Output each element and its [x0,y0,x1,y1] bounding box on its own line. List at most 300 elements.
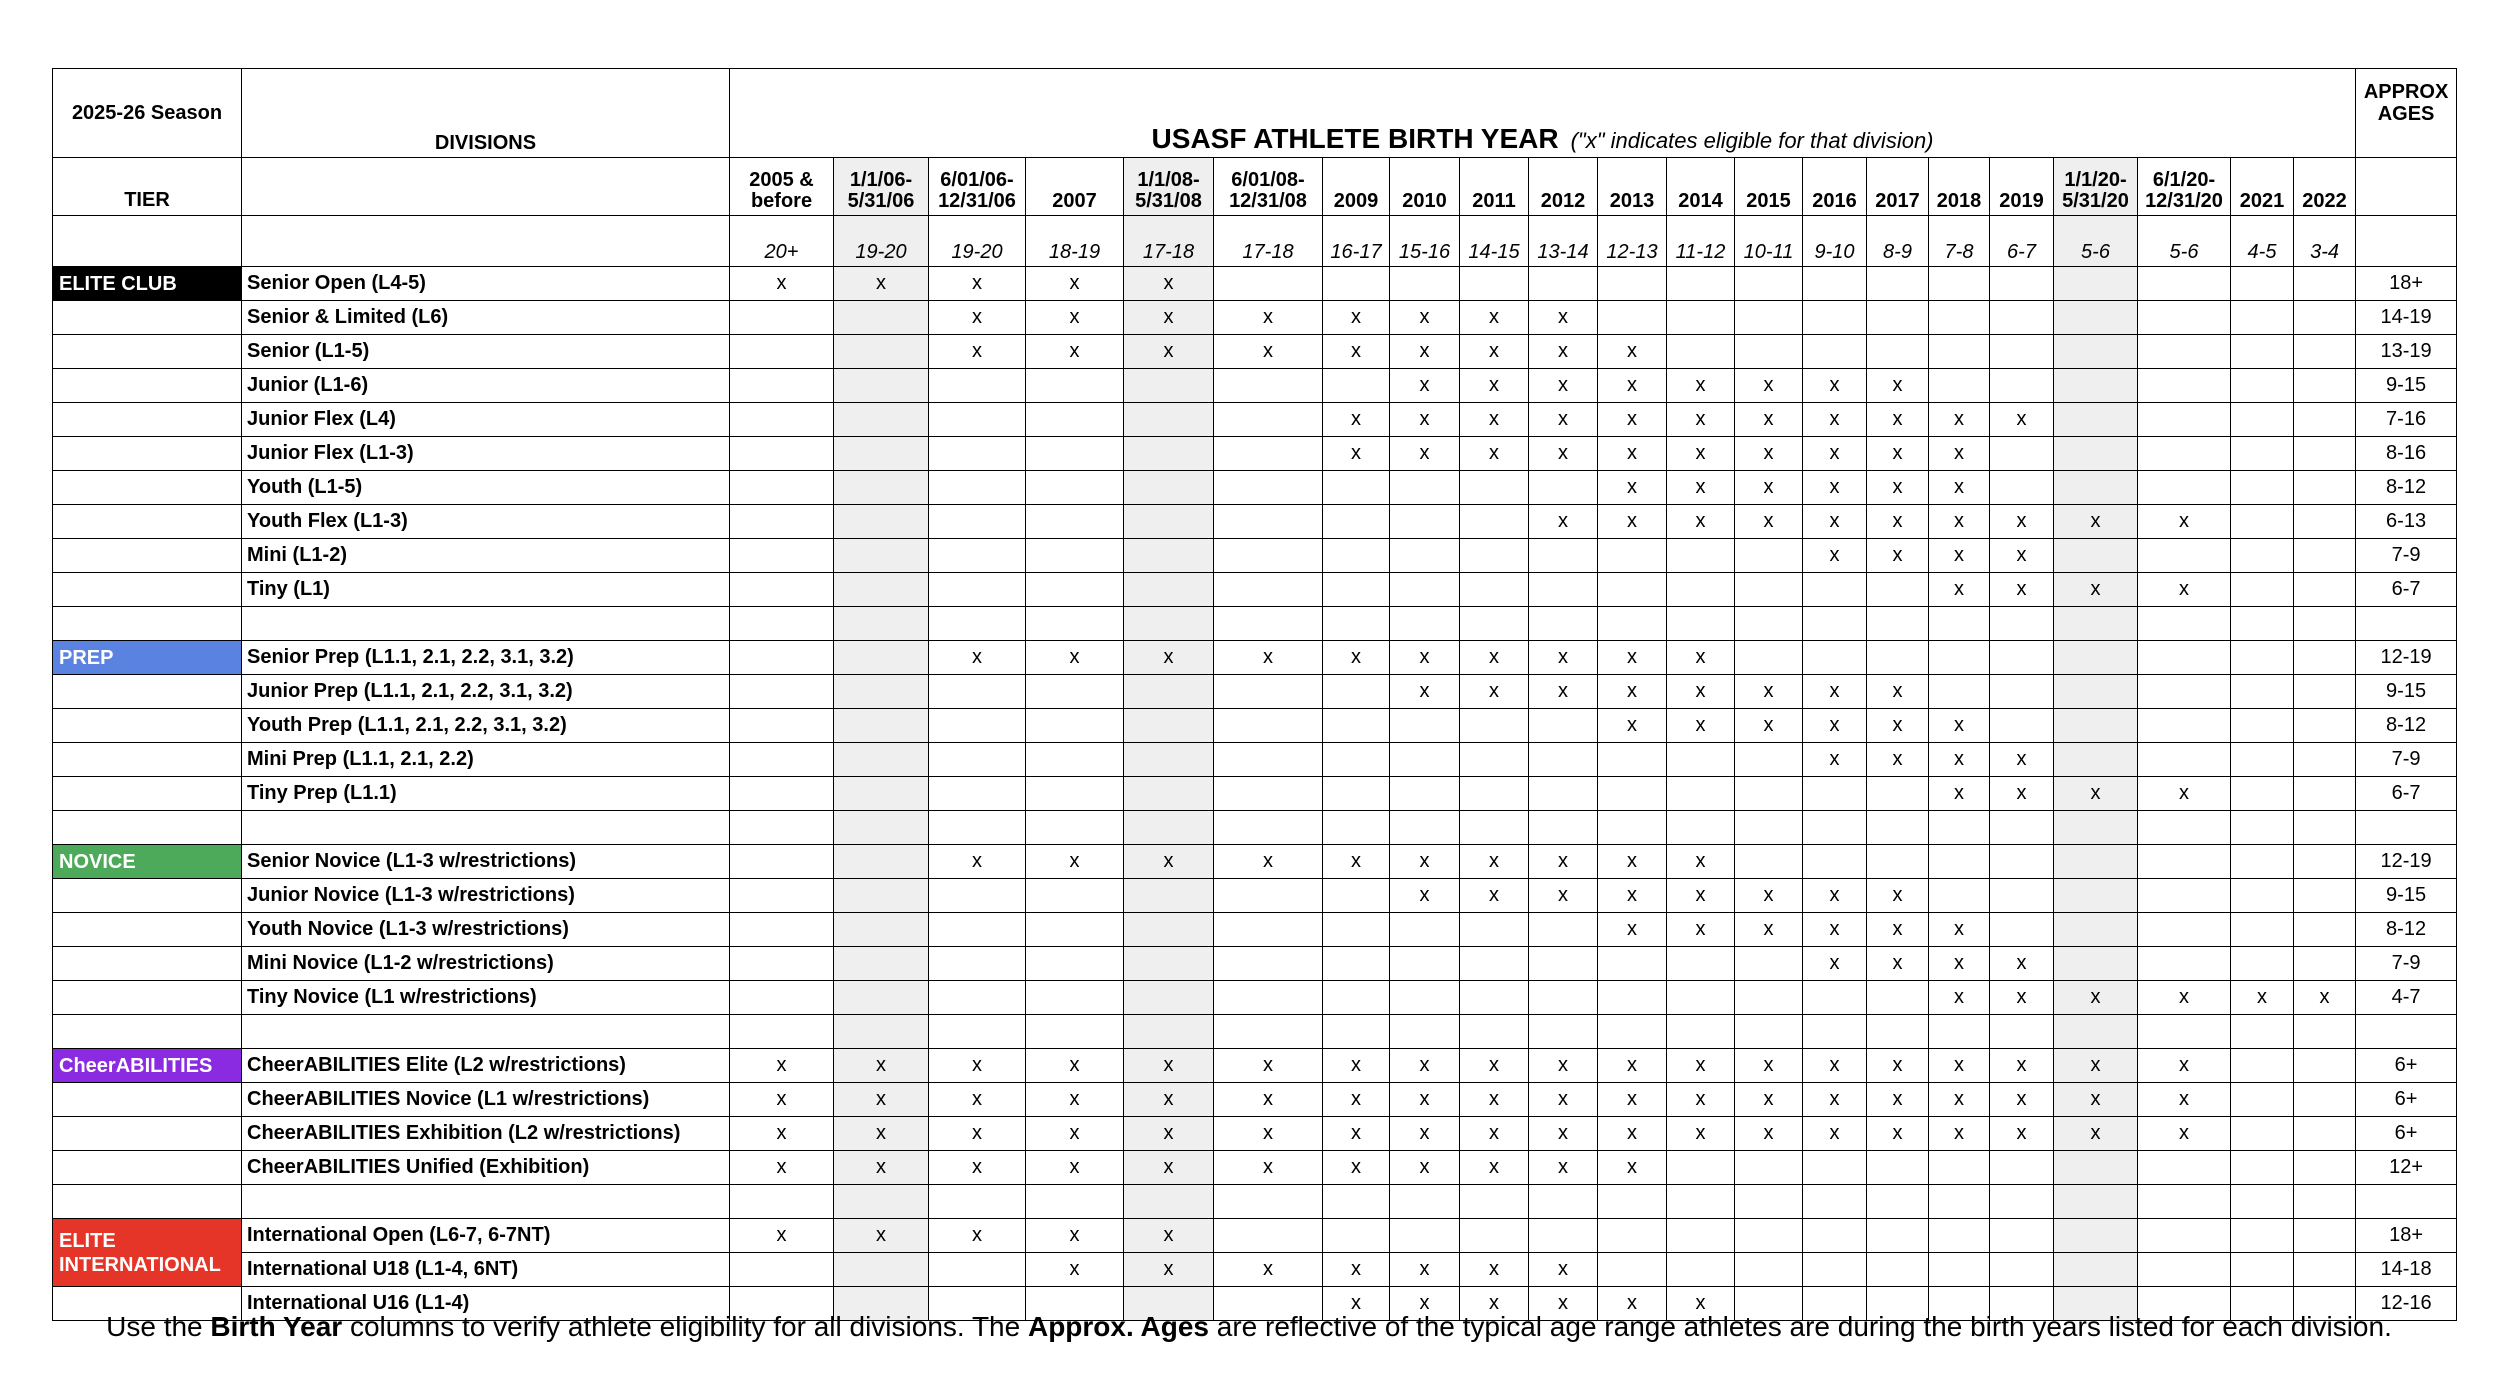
birth-year-column-header: 2015 [1735,158,1803,216]
age-column-header: 16-17 [1323,216,1390,267]
eligibility-mark: x [1124,1117,1214,1151]
tier-empty [53,777,242,811]
eligibility-mark [1929,641,1990,675]
age-column-header: 14-15 [1460,216,1529,267]
empty-cell [834,811,929,845]
age-column-header: 5-6 [2138,216,2231,267]
eligibility-mark [834,505,929,539]
eligibility-mark: x [1803,947,1867,981]
eligibility-mark [834,947,929,981]
empty-cell [1929,811,1990,845]
eligibility-mark [2294,267,2356,301]
eligibility-mark [1667,335,1735,369]
division-name: Mini (L1-2) [242,539,730,573]
birth-year-column-header: 1/1/08- 5/31/08 [1124,158,1214,216]
eligibility-mark [1529,981,1598,1015]
approx-age-range: 8-16 [2356,437,2457,471]
birth-year-column-header: 2012 [1529,158,1598,216]
approx-age-range: 12-19 [2356,845,2457,879]
empty-cell [1026,1015,1124,1049]
eligibility-mark: x [1803,471,1867,505]
empty-cell [730,607,834,641]
empty-cell [2356,1185,2457,1219]
empty-cell [242,607,730,641]
eligibility-mark [2231,301,2294,335]
eligibility-mark: x [1867,471,1929,505]
eligibility-mark [1990,845,2054,879]
eligibility-mark [834,369,929,403]
eligibility-mark [2138,845,2231,879]
age-column-header: 20+ [730,216,834,267]
empty-cell [1124,1015,1214,1049]
eligibility-mark: x [1214,301,1323,335]
tier-empty [53,743,242,777]
empty-cell [53,1185,242,1219]
eligibility-mark: x [1735,1049,1803,1083]
age-column-header: 11-12 [1667,216,1735,267]
eligibility-mark [1867,1253,1929,1287]
eligibility-mark [1323,675,1390,709]
eligibility-mark [1735,777,1803,811]
birth-year-column-header: 2019 [1990,158,2054,216]
eligibility-mark: x [929,301,1026,335]
eligibility-mark [1929,1219,1990,1253]
eligibility-mark [1214,471,1323,505]
division-name: Junior Flex (L1-3) [242,437,730,471]
division-row [53,1253,2457,1287]
eligibility-mark [1990,641,2054,675]
division-name: CheerABILITIES Novice (L1 w/restrictions) [242,1083,730,1117]
birth-year-column-header: 2011 [1460,158,1529,216]
eligibility-mark [834,743,929,777]
header-row-birth-years [53,158,2457,216]
birth-year-column-header: 6/01/08- 12/31/08 [1214,158,1323,216]
eligibility-mark [730,777,834,811]
tier-empty [53,879,242,913]
eligibility-mark: x [1323,335,1390,369]
eligibility-mark [1026,743,1124,777]
eligibility-mark: x [929,1151,1026,1185]
eligibility-mark: x [1598,845,1667,879]
eligibility-mark [834,879,929,913]
eligibility-mark [1990,335,2054,369]
eligibility-mark [1735,743,1803,777]
eligibility-mark: x [1598,369,1667,403]
eligibility-mark: x [1867,743,1929,777]
empty-cell [1990,1015,2054,1049]
eligibility-mark [1323,505,1390,539]
eligibility-mark [1390,539,1460,573]
eligibility-mark [730,981,834,1015]
eligibility-mark: x [1735,709,1803,743]
eligibility-mark [1667,301,1735,335]
age-column-header: 7-8 [1929,216,1990,267]
empty-cell [53,811,242,845]
approx-ages-heading: APPROX AGES [2356,69,2457,158]
eligibility-mark [1026,505,1124,539]
tier-blank [53,216,242,267]
eligibility-mark [1867,845,1929,879]
eligibility-mark [1026,709,1124,743]
eligibility-mark [2294,369,2356,403]
division-name: Junior (L1-6) [242,369,730,403]
eligibility-mark [1667,743,1735,777]
eligibility-mark: x [834,1219,929,1253]
eligibility-mark: x [1867,539,1929,573]
empty-cell [1990,1185,2054,1219]
empty-cell [1124,1185,1214,1219]
eligibility-mark [834,777,929,811]
eligibility-mark [929,947,1026,981]
empty-cell [1529,811,1598,845]
eligibility-mark: x [1735,913,1803,947]
eligibility-mark [1867,777,1929,811]
eligibility-mark [1460,709,1529,743]
age-column-header: 12-13 [1598,216,1667,267]
eligibility-mark [1667,573,1735,607]
eligibility-mark [1323,947,1390,981]
eligibility-mark [1803,267,1867,301]
eligibility-mark [1390,1219,1460,1253]
eligibility-mark: x [1214,641,1323,675]
age-column-header: 4-5 [2231,216,2294,267]
empty-cell [1929,607,1990,641]
division-row [53,913,2457,947]
eligibility-mark [730,879,834,913]
eligibility-mark: x [1390,335,1460,369]
eligibility-mark [730,641,834,675]
eligibility-mark: x [730,1117,834,1151]
eligibility-mark [2231,641,2294,675]
empty-cell [1026,811,1124,845]
birth-year-column-header: 2021 [2231,158,2294,216]
eligibility-mark [1529,743,1598,777]
eligibility-mark [1124,505,1214,539]
eligibility-mark: x [1803,403,1867,437]
empty-cell [1460,1015,1529,1049]
tier-empty [53,1151,242,1185]
division-row [53,369,2457,403]
eligibility-mark: x [1735,505,1803,539]
eligibility-mark [834,845,929,879]
eligibility-mark: x [1867,403,1929,437]
eligibility-mark: x [1667,1049,1735,1083]
eligibility-mark [2294,1083,2356,1117]
eligibility-mark: x [1990,743,2054,777]
empty-cell [1323,1185,1390,1219]
division-row [53,675,2457,709]
approx-age-range: 8-12 [2356,913,2457,947]
eligibility-mark: x [1529,1117,1598,1151]
tier-empty [53,1117,242,1151]
age-column-header: 10-11 [1735,216,1803,267]
empty-cell [1867,811,1929,845]
eligibility-mark: x [1929,437,1990,471]
empty-cell [1867,1015,1929,1049]
eligibility-mark: x [1929,505,1990,539]
eligibility-mark [2294,709,2356,743]
eligibility-mark: x [1803,709,1867,743]
eligibility-mark: x [1460,1083,1529,1117]
age-column-header: 3-4 [2294,216,2356,267]
approx-age-range: 13-19 [2356,335,2457,369]
eligibility-mark [2138,675,2231,709]
eligibility-mark: x [1323,437,1390,471]
eligibility-mark [1598,539,1667,573]
approx-age-range: 6-7 [2356,777,2457,811]
eligibility-mark: x [1529,1083,1598,1117]
empty-cell [730,1015,834,1049]
eligibility-mark [2294,573,2356,607]
eligibility-mark [1026,777,1124,811]
empty-cell [1026,1185,1124,1219]
eligibility-mark [1124,743,1214,777]
eligibility-mark: x [1990,1117,2054,1151]
eligibility-mark [2138,403,2231,437]
empty-cell [1124,811,1214,845]
eligibility-mark [2138,267,2231,301]
age-column-header: 18-19 [1026,216,1124,267]
eligibility-mark: x [1390,1083,1460,1117]
eligibility-mark [1990,913,2054,947]
eligibility-mark [1026,403,1124,437]
eligibility-mark [730,335,834,369]
eligibility-mark [2294,845,2356,879]
eligibility-mark [2294,675,2356,709]
eligibility-mark: x [1323,1083,1390,1117]
eligibility-mark [929,437,1026,471]
eligibility-mark: x [2054,981,2138,1015]
eligibility-mark: x [1598,641,1667,675]
eligibility-mark [1990,369,2054,403]
empty-cell [1323,1015,1390,1049]
eligibility-mark [1124,437,1214,471]
eligibility-mark: x [1667,709,1735,743]
eligibility-mark: x [1867,1049,1929,1083]
eligibility-mark: x [1735,403,1803,437]
eligibility-mark: x [834,267,929,301]
empty-cell [1735,607,1803,641]
empty-cell [1214,811,1323,845]
tier-empty [53,335,242,369]
eligibility-mark [1735,335,1803,369]
birth-year-column-header: 2007 [1026,158,1124,216]
empty-cell [1867,1185,1929,1219]
empty-cell [929,607,1026,641]
eligibility-mark [1214,505,1323,539]
eligibility-mark [1929,879,1990,913]
approx-blank [2356,158,2457,216]
birth-year-column-header: 6/01/06- 12/31/06 [929,158,1026,216]
division-name: CheerABILITIES Elite (L2 w/restrictions) [242,1049,730,1083]
eligibility-mark [1323,709,1390,743]
eligibility-mark [1124,539,1214,573]
empty-cell [2294,1185,2356,1219]
eligibility-mark [1867,301,1929,335]
eligibility-mark [2231,437,2294,471]
division-name: Senior & Limited (L6) [242,301,730,335]
division-name: Mini Novice (L1-2 w/restrictions) [242,947,730,981]
eligibility-mark: x [730,267,834,301]
eligibility-mark: x [1323,1287,1390,1321]
approx-age-range: 6+ [2356,1049,2457,1083]
empty-cell [53,1015,242,1049]
division-name: Youth Prep (L1.1, 2.1, 2.2, 3.1, 3.2) [242,709,730,743]
birth-year-column-header: 6/1/20- 12/31/20 [2138,158,2231,216]
eligibility-mark: x [1667,437,1735,471]
eligibility-mark [929,777,1026,811]
eligibility-mark: x [1124,1083,1214,1117]
eligibility-mark [1390,709,1460,743]
approx-age-range: 18+ [2356,1219,2457,1253]
eligibility-mark [1214,1219,1323,1253]
eligibility-mark [2231,267,2294,301]
eligibility-mark [2054,743,2138,777]
eligibility-mark: x [1460,879,1529,913]
approx-age-range: 7-9 [2356,743,2457,777]
empty-cell [730,811,834,845]
eligibility-table [52,68,2457,1321]
eligibility-mark: x [1867,879,1929,913]
birth-year-column-header: 1/1/20- 5/31/20 [2054,158,2138,216]
eligibility-mark: x [1803,675,1867,709]
eligibility-mark [2054,403,2138,437]
eligibility-mark: x [1803,369,1867,403]
eligibility-mark [929,573,1026,607]
eligibility-mark [1990,471,2054,505]
eligibility-mark [2138,879,2231,913]
eligibility-mark: x [1735,471,1803,505]
eligibility-mark [1667,1151,1735,1185]
birth-year-column-header: 2005 & before [730,158,834,216]
eligibility-mark: x [1460,675,1529,709]
header-row-titles [53,69,2457,158]
eligibility-mark: x [1214,1151,1323,1185]
eligibility-mark [929,403,1026,437]
eligibility-mark [2231,335,2294,369]
eligibility-mark: x [1460,301,1529,335]
eligibility-mark [1026,913,1124,947]
eligibility-mark [2054,879,2138,913]
eligibility-mark [834,301,929,335]
tier-label: PREP [53,641,242,675]
eligibility-mark [2294,1117,2356,1151]
eligibility-mark: x [1390,369,1460,403]
eligibility-mark: x [1390,301,1460,335]
eligibility-mark: x [1390,403,1460,437]
eligibility-mark: x [1735,1117,1803,1151]
empty-cell [1803,1185,1867,1219]
eligibility-mark [1867,981,1929,1015]
eligibility-mark [1390,981,1460,1015]
eligibility-mark [1214,743,1323,777]
footnote: Use the Birth Year columns to verify athlete eligibility for all divisions. The Approx. Ages are reflective of the typical age range athletes are during the birth years listed for each division. [106,1311,2392,1342]
empty-cell [1667,811,1735,845]
eligibility-mark: x [1529,879,1598,913]
empty-cell [834,1015,929,1049]
eligibility-mark: x [1803,505,1867,539]
eligibility-mark [2138,437,2231,471]
eligibility-mark [1735,641,1803,675]
approx-age-range: 14-18 [2356,1253,2457,1287]
empty-cell [1667,607,1735,641]
empty-cell [2231,1185,2294,1219]
eligibility-mark [730,505,834,539]
empty-cell [1667,1185,1735,1219]
eligibility-mark: x [929,1219,1026,1253]
eligibility-mark: x [2054,777,2138,811]
eligibility-mark: x [1124,1151,1214,1185]
division-row [53,641,2457,675]
eligibility-mark: x [1929,471,1990,505]
empty-cell [2138,811,2231,845]
eligibility-mark: x [1735,437,1803,471]
tier-empty [53,573,242,607]
birth-year-column-header: 2013 [1598,158,1667,216]
eligibility-mark: x [1929,573,1990,607]
eligibility-mark [1867,1219,1929,1253]
eligibility-mark [1124,947,1214,981]
eligibility-mark: x [2054,1049,2138,1083]
eligibility-mark: x [2054,1083,2138,1117]
eligibility-mark: x [2231,981,2294,1015]
eligibility-mark [929,743,1026,777]
tier-empty [53,1083,242,1117]
eligibility-mark [1124,981,1214,1015]
eligibility-mark [929,539,1026,573]
eligibility-mark: x [1867,913,1929,947]
eligibility-mark: x [1460,369,1529,403]
eligibility-mark [1598,981,1667,1015]
eligibility-mark [1323,267,1390,301]
eligibility-mark [1124,369,1214,403]
eligibility-mark [2231,1049,2294,1083]
eligibility-mark [1929,675,1990,709]
empty-cell [1460,607,1529,641]
eligibility-mark: x [1598,1287,1667,1321]
eligibility-mark [2231,709,2294,743]
eligibility-mark [2294,913,2356,947]
eligibility-mark: x [2138,1117,2231,1151]
empty-cell [2138,607,2231,641]
division-name: Senior Novice (L1-3 w/restrictions) [242,845,730,879]
eligibility-mark: x [1214,1049,1323,1083]
birth-year-column-header: 2018 [1929,158,1990,216]
empty-cell [2138,1185,2231,1219]
eligibility-mark [1735,947,1803,981]
division-name: Junior Prep (L1.1, 2.1, 2.2, 3.1, 3.2) [242,675,730,709]
division-row [53,335,2457,369]
eligibility-mark [2054,301,2138,335]
eligibility-mark: x [1735,1083,1803,1117]
eligibility-mark [730,845,834,879]
eligibility-mark: x [834,1083,929,1117]
eligibility-mark [1735,267,1803,301]
tier-empty [53,369,242,403]
division-name: CheerABILITIES Exhibition (L2 w/restrictions) [242,1117,730,1151]
eligibility-mark: x [1323,1151,1390,1185]
eligibility-mark: x [1598,505,1667,539]
empty-cell [242,811,730,845]
tier-empty [53,981,242,1015]
eligibility-mark [929,879,1026,913]
age-column-header: 15-16 [1390,216,1460,267]
eligibility-mark: x [1990,1083,2054,1117]
eligibility-mark [1460,573,1529,607]
eligibility-mark: x [1667,1287,1735,1321]
eligibility-mark: x [1929,1083,1990,1117]
eligibility-mark [1803,335,1867,369]
